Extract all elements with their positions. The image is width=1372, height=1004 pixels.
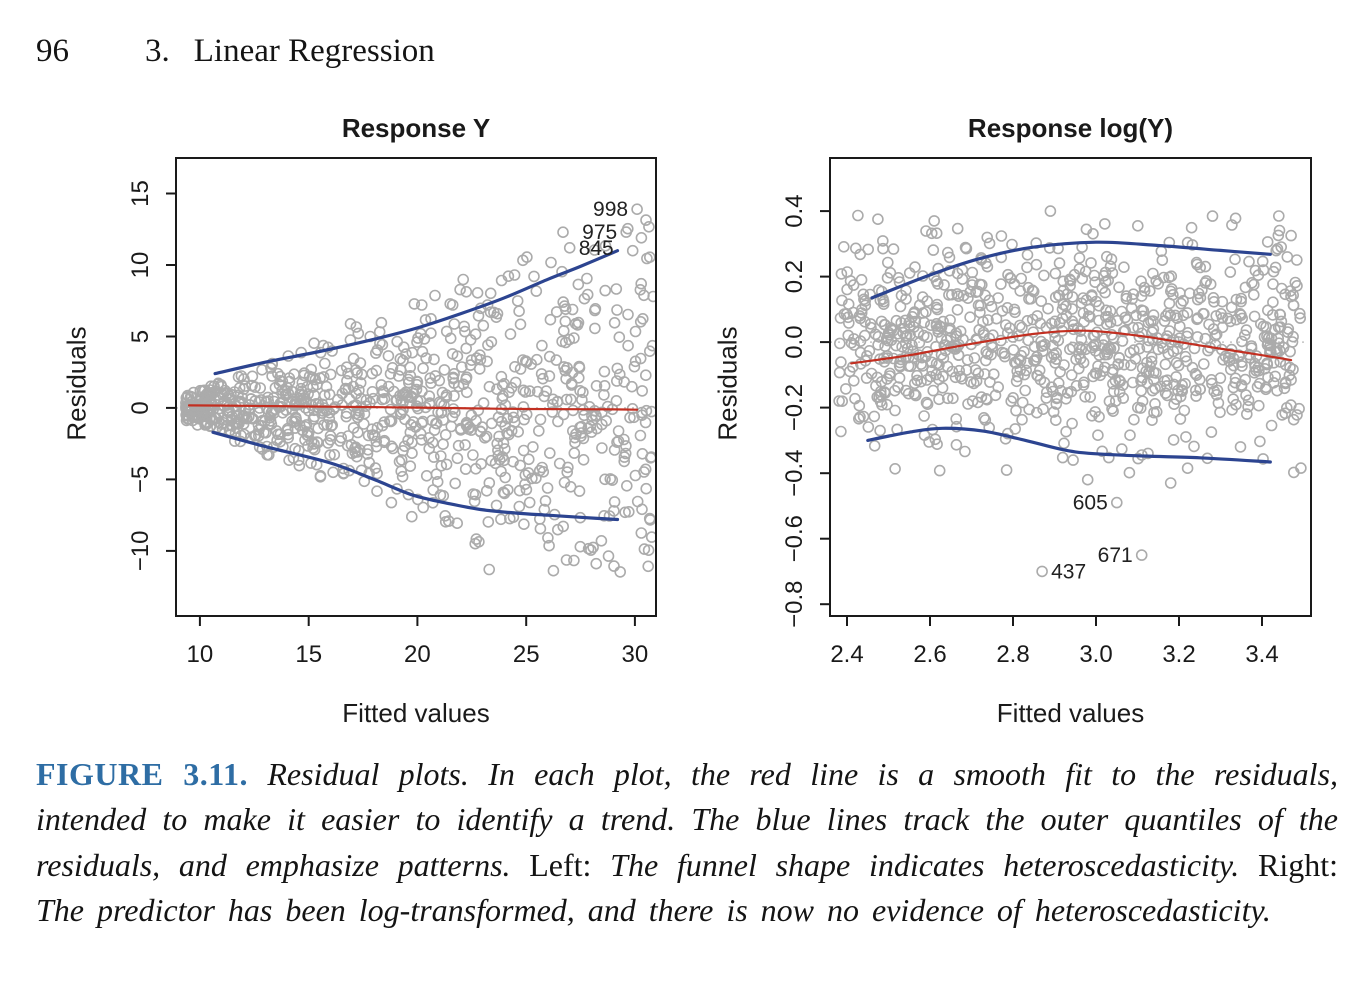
x-tick-label: 20 — [404, 641, 431, 668]
plot-area — [830, 206, 1311, 576]
page-number: 96 — [36, 33, 69, 69]
right-plot-ylabel: Residuals — [712, 326, 743, 441]
right-plot-canvas — [744, 140, 1354, 700]
y-tick-label: −10 — [127, 530, 154, 572]
y-tick-label: 0.4 — [781, 194, 808, 228]
figure-caption — [36, 752, 1338, 934]
y-tick-label: 5 — [127, 329, 154, 344]
x-tick-label: 2.8 — [996, 641, 1030, 668]
right-plot-xlabel: Fitted values — [996, 698, 1145, 728]
left-plot-canvas — [120, 140, 680, 700]
scatter-points — [834, 206, 1306, 576]
y-tick-label: −5 — [127, 465, 154, 494]
x-tick-label: 30 — [621, 641, 649, 668]
y-tick-label: 0.2 — [781, 259, 808, 294]
x-tick-label: 10 — [186, 641, 214, 668]
plot-area — [176, 204, 658, 577]
scatter-points — [181, 204, 658, 577]
y-tick-label: 0.0 — [781, 325, 808, 359]
caption-segment-left: Left: — [529, 846, 592, 883]
y-tick-label: 10 — [127, 251, 154, 279]
point-label: 998 — [593, 198, 629, 222]
point-label: 975 — [582, 221, 618, 245]
page-header — [36, 33, 435, 70]
section-title: Linear Regression — [193, 33, 435, 69]
y-tick-label: −0.2 — [781, 383, 808, 432]
caption-segment: Residual plots. In each plot, the red line is a smooth fit to the residuals, intended to make it easier to identify a trend. The blue lines track the outer quantiles of the residuals, and emphasize patterns. — [36, 756, 1339, 883]
y-tick-label: −0.4 — [781, 449, 808, 497]
figure-caption-label: FIGURE 3.11. — [36, 756, 249, 792]
y-tick-label: −0.8 — [781, 580, 808, 628]
point-label: 845 — [578, 236, 614, 260]
caption-segment-right: Right: — [1257, 846, 1338, 883]
x-tick-label: 3.4 — [1245, 641, 1279, 668]
y-tick-label: −0.6 — [781, 515, 808, 563]
right-plot-title: Response log(Y) — [967, 113, 1174, 143]
point-label: 671 — [1097, 544, 1133, 568]
point-label: 437 — [1051, 560, 1087, 584]
x-tick-label: 15 — [295, 641, 323, 668]
left-plot-xlabel: Fitted values — [342, 698, 490, 728]
caption-segment: The funnel shape indicates heteroscedasticity. — [610, 846, 1240, 883]
left-plot-title: Response Y — [341, 113, 491, 143]
x-tick-label: 3.2 — [1162, 641, 1196, 668]
x-tick-label: 25 — [512, 641, 540, 668]
y-tick-label: 0 — [127, 401, 154, 415]
point-label: 605 — [1072, 491, 1108, 515]
section-number: 3. — [145, 33, 170, 69]
x-tick-label: 3.0 — [1079, 641, 1113, 668]
left-plot-ylabel: Residuals — [61, 326, 92, 441]
x-tick-label: 2.6 — [913, 641, 947, 668]
y-tick-label: 15 — [127, 180, 154, 207]
caption-segment: The predictor has been log-transformed, and there is now no evidence of heteroscedasticity. — [36, 892, 1271, 929]
x-tick-label: 2.4 — [830, 641, 864, 668]
